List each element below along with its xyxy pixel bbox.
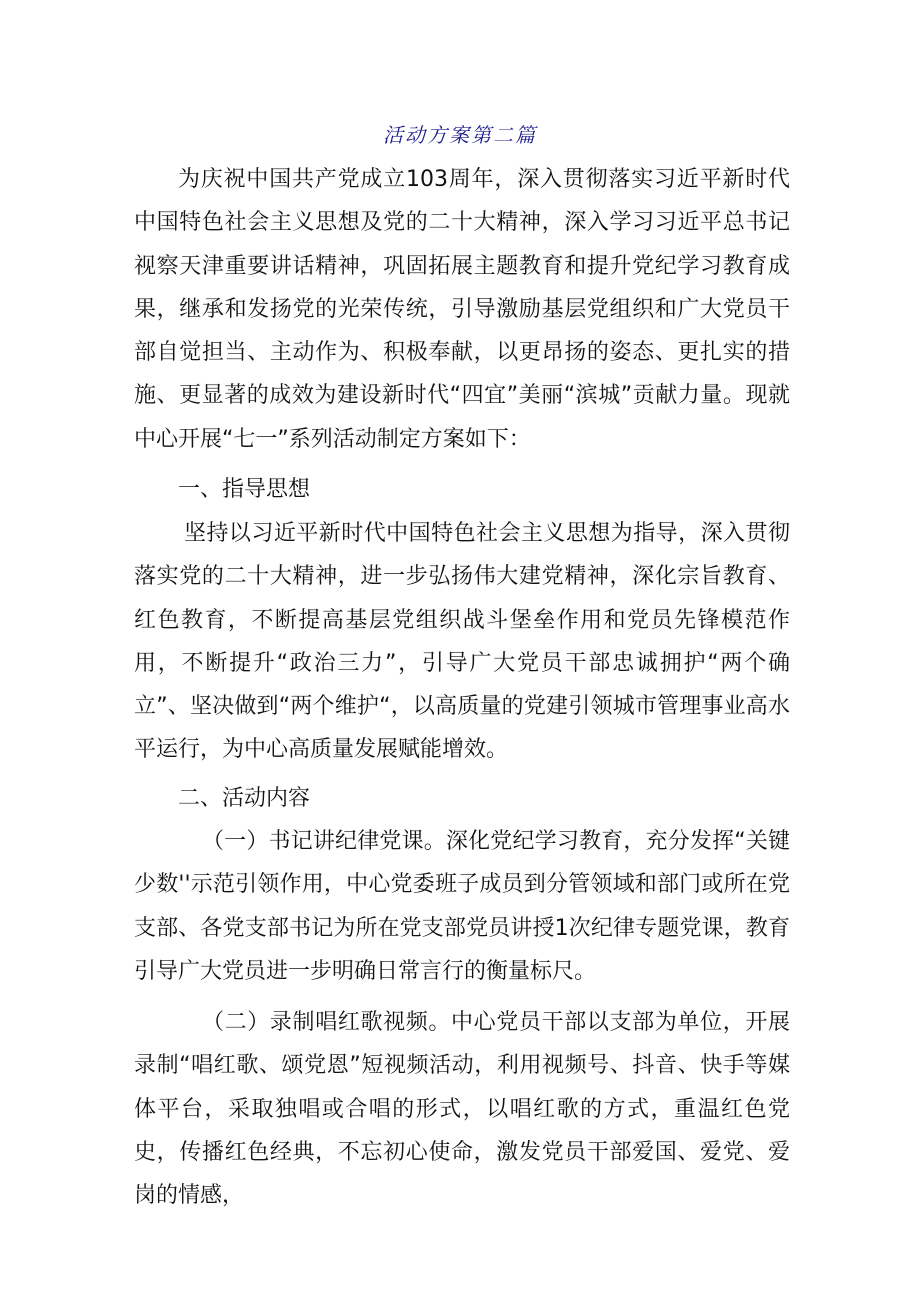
intro-paragraph: 为庆祝中国共产党成立103周年，深入贯彻落实习近平新时代中国特色社会主义思想及党的二十大精神，深入学习习近平总书记视察天津重要讲话精神，巩固拓展主题教育和提升党纪学习教育成果，继承和发扬党的光荣传统，引导激励基层党组织和广大党员干部自觉担当、主动作为、积极奉献，以更昂扬的姿态、更扎实的措施、更显著的成效为建设新时代“四宜”美丽“滨城”贡献力量。现就中心开展“七一”系列活动制定方案如下：: [134, 167, 790, 452]
guiding-ideology-paragraph: 坚持以习近平新时代中国特色社会主义思想为指导，深入贯彻落实党的二十大精神，进一步弘扬伟大建党精神，深化宗旨教育、红色教育，不断提高基层党组织战斗堡垒作用和党员先锋模范作用，不断提升“政治三力”，引导广大党员干部忠诚拥护“两个确立”、坚决做到“两个维护“，以高质量的党建引领城市管理事业高水平运行，为中心高质量发展赋能增效。: [134, 521, 790, 763]
document-title: 活动方案第二篇: [383, 123, 537, 147]
activity-item-red-song-video: （二）录制唱红歌视频。中心党员干部以支部为单位，开展录制“唱红歌、颂党恩”短视频活动，利用视频号、抖音、快手等媒体平台，采取独唱或合唱的形式，以唱红歌的方式，重温红色党史，传播红色经典，不忘初心使命，激发党员干部爱国、爱党、爱岗的情感，: [134, 1010, 790, 1209]
activity-item-party-lecture: （一）书记讲纪律党课。深化党纪学习教育，充分发挥“关键少数''示范引领作用，中心党委班子成员到分管领域和部门或所在党支部、各党支部书记为所在党支部党员讲授1次纪律专题党课，教育引导广大党员进一步明确日常言行的衡量标尺。: [134, 829, 790, 984]
section-heading-activity-content: 二、活动内容: [178, 786, 311, 811]
section-heading-guiding-ideology: 一、指导思想: [178, 477, 311, 502]
